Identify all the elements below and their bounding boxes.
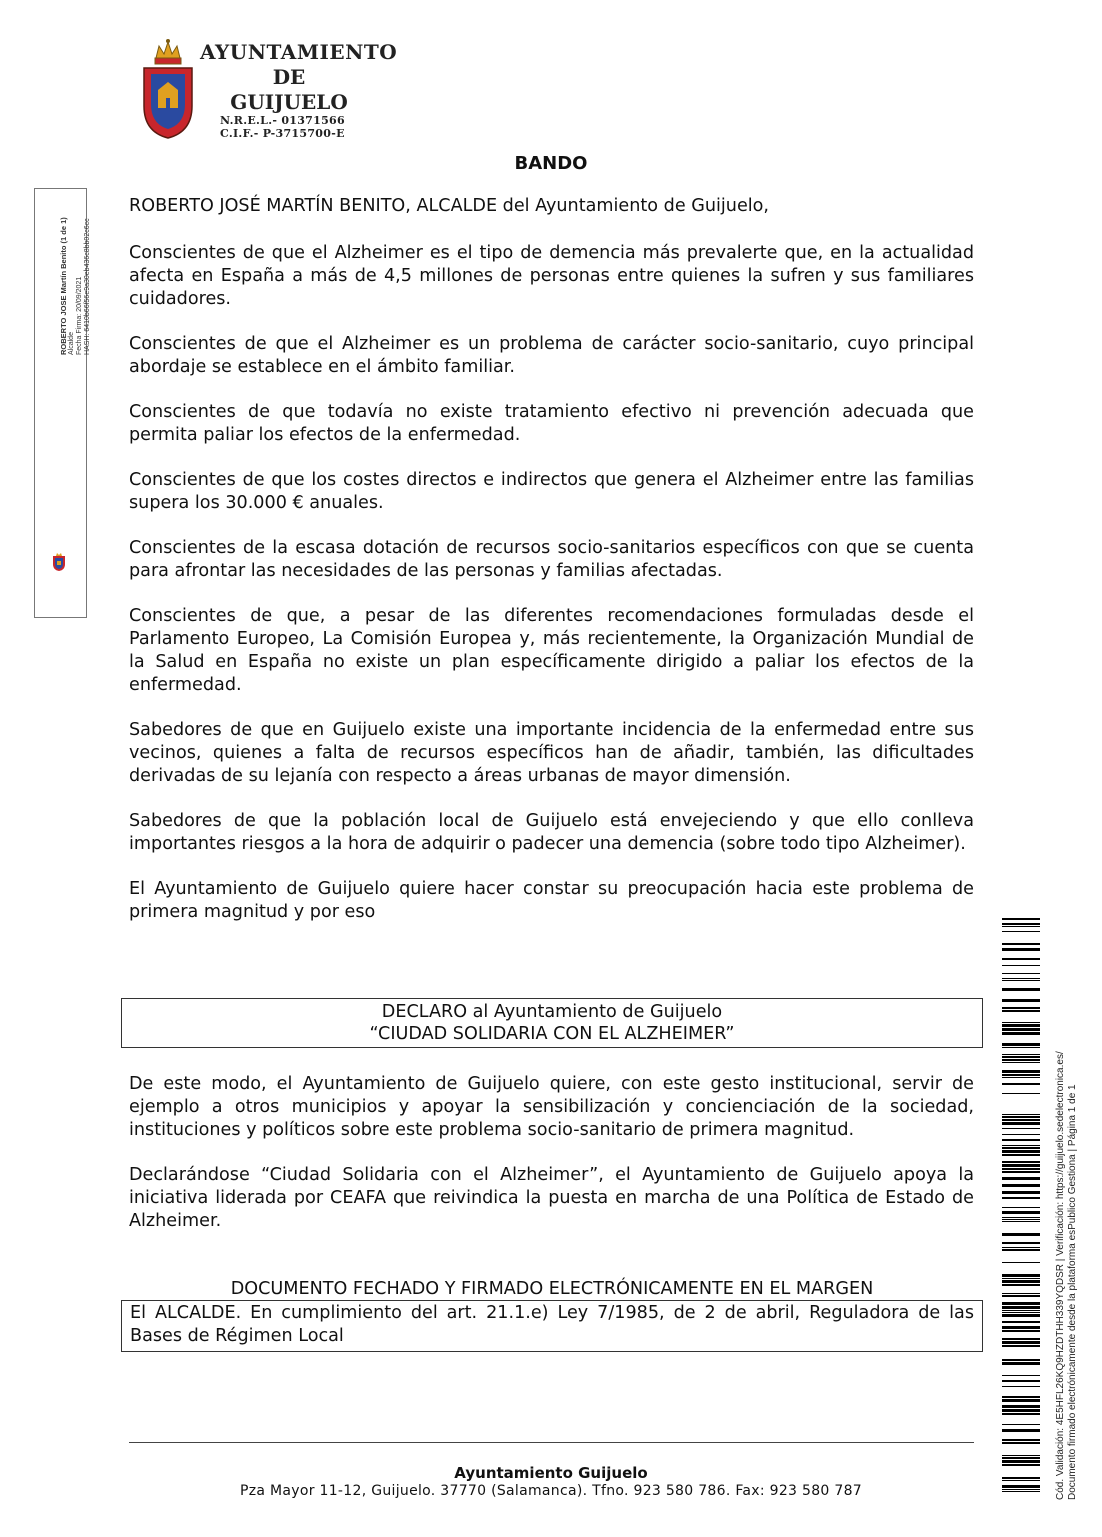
footer-divider [129,1442,974,1443]
document-body [129,195,974,946]
declaration-line-1: DECLARO al Ayuntamiento de Guijuelo [381,1002,723,1022]
verification-line-2: Documento firmado electrónicamente desde la plataforma esPublico Gestiona | Página 1 de 1 [1067,1084,1078,1500]
coat-of-arms-icon [138,36,198,140]
paragraph: El Ayuntamiento de Guijuelo quiere hacer constar su preocupación hacia este problema de primera magnitud y por eso [129,879,974,922]
signer-role: Alcalde [68,332,75,355]
signature-heading: DOCUMENTO FECHADO Y FIRMADO ELECTRÓNICAMENTE EN EL MARGEN [230,1279,874,1299]
municipality-heading [200,40,398,140]
footer-address: Pza Mayor 11-12, Guijuelo. 37770 (Salamanca). Tfno. 923 580 786. Fax: 923 580 787 [239,1483,863,1499]
signer-name: ROBERTO JOSE Martín Benito (1 de 1) [59,217,68,355]
paragraph: Conscientes de que los costes directos e indirectos que genera el Alzheimer entre las familias supera los 30.000 € anuales. [129,470,974,513]
heading-line-3: GUIJUELO [230,90,348,114]
closing-body [129,1073,974,1255]
heading-line-2: DE [272,65,306,89]
declaration-line-2: “CIUDAD SOLIDARIA CON EL ALZHEIMER” [369,1024,735,1044]
verification-line-1: Cód. Validación: 4E5HFL26KQ9HZDTHH339YQDSR | Verificación: https://guijuelo.sedelectronica.es/ [1055,1051,1066,1500]
signature-margin-text [60,155,92,355]
paragraph: Conscientes de la escasa dotación de recursos socio-sanitarios específicos con que se cuenta para afrontar las necesidades de las personas y familias afectadas. [129,538,974,581]
paragraph: Declarándose “Ciudad Solidaria con el Alzheimer”, el Ayuntamiento de Guijuelo apoya la iniciativa liderada por CEAFA que reivindica la puesta en marcha de una Política de Estado de Alzheimer. [129,1165,974,1231]
nrel-number: N.R.E.L.- 01371566 [220,114,345,127]
paragraph: ROBERTO JOSÉ MARTÍN BENITO, ALCALDE del Ayuntamiento de Guijuelo, [129,196,770,216]
paragraph: Conscientes de que, a pesar de las diferentes recomendaciones formuladas desde el Parlamento Europeo, La Comisión Europea y, más recientemente, la Organización Mundial de la Salud en España no existe un plan específicamente dirigido a paliar los efectos de la enfermedad. [129,606,974,695]
cif-number: C.I.F.- P-3715700-E [220,127,345,140]
heading-line-1: AYUNTAMIENTO [200,40,398,64]
header-logo [138,36,398,142]
paragraph: De este modo, el Ayuntamiento de Guijuelo quiere, con este gesto institucional, servir de ejemplo a otros municipios y apoyar la sensibilización y concienciación de la sociedad, instituciones y políticos sobre este problema socio-sanitario de primera magnitud. [129,1074,974,1140]
paragraph: Sabedores de que la población local de Guijuelo está envejeciendo y que ello conlleva importantes riesgos a la hora de adquirir o padecer una demencia (sobre todo tipo Alzheimer). [129,811,974,854]
signature-date: Fecha Firma: 20/09/2021 [76,276,83,355]
signature-hash: HASH: 6410b66f56e9a30eb436c8bb02c6cc [84,218,91,355]
paragraph: Sabedores de que en Guijuelo existe una importante incidencia de la enfermedad entre sus vecinos, quienes a falta de recursos específicos han de añadir, también, las dificultades derivadas de su lejanía con respecto a áreas urbanas de mayor dimensión. [129,720,974,786]
paragraph: Conscientes de que todavía no existe tratamiento efectivo ni prevención adecuada que permita paliar los efectos de la enfermedad. [129,402,974,445]
paragraph: Conscientes de que el Alzheimer es un problema de carácter socio-sanitario, cuyo principal abordaje se establece en el ámbito familiar. [129,334,974,377]
paragraph: Conscientes de que el Alzheimer es el tipo de demencia más prevalerte que, en la actualidad afecta en España a más de 4,5 millones de personas entre quienes la sufren y sus familiares cuidadores. [129,243,974,309]
barcode-icon [1002,918,1040,1500]
declaration-box [121,998,983,1048]
footer-name: Ayuntamiento Guijuelo [454,1464,648,1482]
document-title: BANDO [514,153,588,174]
small-shield-icon [52,552,66,572]
signature-box: El ALCALDE. En cumplimiento del art. 21.1.e) Ley 7/1985, de 2 de abril, Reguladora de las Bases de Régimen Local [121,1300,983,1352]
verification-text [1055,940,1079,1500]
